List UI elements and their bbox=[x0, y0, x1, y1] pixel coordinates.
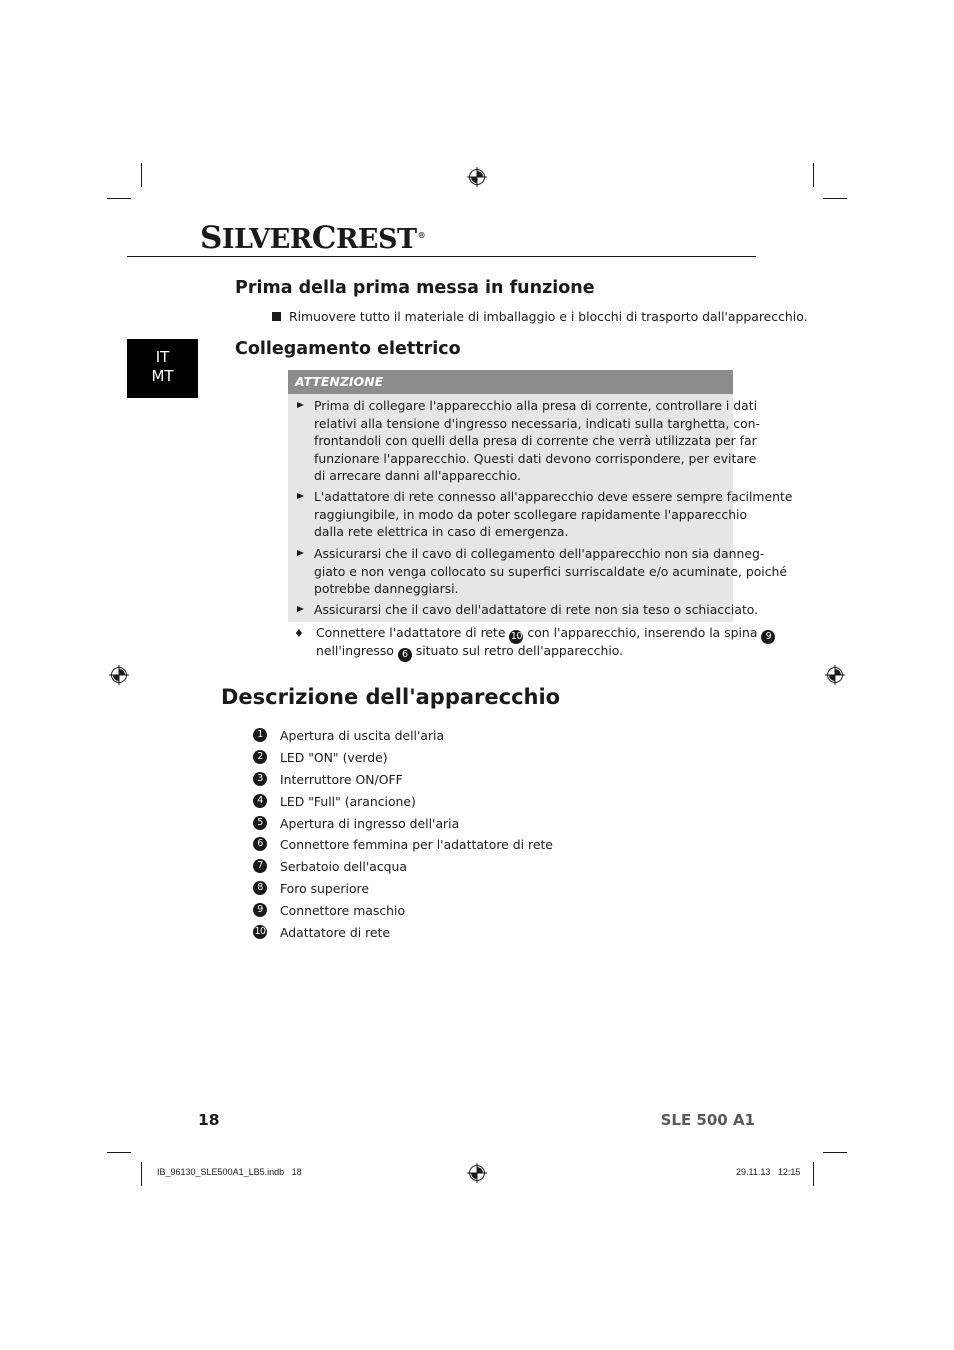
warning-text-line: relativi alla tensione d'ingresso necessaria, indicati sulla targhetta, con- bbox=[314, 415, 761, 431]
part-label: Foro superiore bbox=[280, 881, 369, 896]
warning-text-line: giato e non venga collocato su superfici surriscaldate e/o acuminate, poiché bbox=[314, 563, 788, 579]
part-number-badge: 3 bbox=[253, 772, 267, 786]
section-title-first-use: Prima della prima messa in funzione bbox=[235, 278, 595, 298]
part-label: LED "ON" (verde) bbox=[280, 750, 388, 765]
arrow-bullet-icon bbox=[297, 606, 304, 612]
part-ref-badge: 6 bbox=[398, 648, 412, 662]
model-number: SLE 500 A1 bbox=[660, 1111, 755, 1129]
warning-text-line: raggiungibile, in modo da poter scollegare rapidamente l'apparecchio bbox=[314, 506, 748, 522]
warning-text-line: Assicurarsi che il cavo dell'adattatore di rete non sia teso o schiacciato. bbox=[314, 602, 759, 617]
crop-mark bbox=[141, 163, 142, 187]
part-label: Serbatoio dell'acqua bbox=[280, 859, 407, 874]
part-number-badge: 7 bbox=[253, 859, 267, 873]
part-label: Apertura di uscita dell'aria bbox=[280, 728, 445, 743]
crop-mark bbox=[823, 198, 847, 199]
part-number-badge: 8 bbox=[253, 881, 267, 895]
part-number-badge: 1 bbox=[253, 728, 267, 742]
warning-text-line: frontandoli con quelli della presa di corrente che verrà utilizzata per far bbox=[314, 433, 757, 448]
part-label: Connettore maschio bbox=[280, 903, 406, 918]
registration-mark-icon bbox=[825, 665, 845, 685]
warning-header: ATTENZIONE bbox=[288, 370, 733, 394]
section-title-description: Descrizione dell'apparecchio bbox=[221, 685, 561, 709]
crop-mark bbox=[107, 198, 131, 199]
arrow-bullet-icon bbox=[297, 402, 304, 408]
crop-mark bbox=[107, 1152, 131, 1153]
crop-mark bbox=[823, 1152, 847, 1153]
part-number-badge: 2 bbox=[253, 750, 267, 764]
part-number-badge: 6 bbox=[253, 837, 267, 851]
crop-mark bbox=[813, 1162, 814, 1186]
part-label: Apertura di ingresso dell'aria bbox=[280, 816, 460, 831]
arrow-bullet-icon bbox=[297, 550, 304, 556]
part-ref-badge: 10 bbox=[510, 631, 522, 642]
crop-mark bbox=[813, 163, 814, 187]
part-number-badge: 10 bbox=[254, 926, 266, 937]
warning-text-line: potrebbe danneggiarsi. bbox=[314, 581, 459, 596]
arrow-bullet-icon bbox=[297, 493, 304, 499]
part-label: Connettore femmina per l'adattatore di rete bbox=[280, 837, 553, 852]
warning-text-line: L'adattatore di rete connesso all'apparecchio deve essere sempre facilmente bbox=[314, 489, 793, 504]
first-use-instruction: Rimuovere tutto il materiale di imballaggio e i blocchi di trasporto dall'apparecchio. bbox=[289, 309, 808, 324]
square-bullet-icon bbox=[272, 312, 281, 321]
print-slug-datetime: 29.11.13 12:15 bbox=[736, 1167, 801, 1177]
registration-mark-icon bbox=[467, 1163, 487, 1183]
warning-text-line: dalla rete elettrica in caso di emergenza. bbox=[314, 524, 569, 539]
warning-text-line: funzionare l'apparecchio. Questi dati devono corrispondere, per evitare bbox=[314, 450, 757, 466]
section-title-electrical: Collegamento elettrico bbox=[235, 339, 461, 359]
language-code-it: IT bbox=[155, 348, 170, 366]
part-label: Adattatore di rete bbox=[280, 925, 391, 940]
part-number-badge: 4 bbox=[253, 794, 267, 808]
part-number-badge: 5 bbox=[253, 816, 267, 830]
registration-mark-icon bbox=[109, 665, 129, 685]
registration-mark-icon bbox=[467, 167, 487, 187]
language-code-mt: MT bbox=[151, 366, 174, 385]
crop-mark bbox=[141, 1162, 142, 1186]
brand-logo: SILVERCREST® bbox=[200, 220, 426, 256]
language-tab bbox=[127, 339, 198, 398]
diamond-bullet-icon: ♦ bbox=[294, 627, 304, 640]
warning-text-line: Prima di collegare l'apparecchio alla presa di corrente, controllare i dati bbox=[314, 398, 758, 413]
print-slug-file: IB_96130_SLE500A1_LB5.indb 18 bbox=[157, 1167, 302, 1177]
page-number: 18 bbox=[198, 1111, 220, 1129]
connection-step-line1: Connettere l'adattatore di rete 10 con l'apparecchio, inserendo la spina 9 bbox=[316, 624, 775, 644]
header-rule bbox=[127, 256, 756, 257]
part-label: LED "Full" (arancione) bbox=[280, 794, 416, 809]
part-ref-badge: 9 bbox=[761, 630, 775, 644]
connection-step-line2: nell'ingresso 6 situato sul retro dell'apparecchio. bbox=[316, 643, 624, 660]
warning-text-line: di arrecare danni all'apparecchio. bbox=[314, 468, 521, 483]
part-number-badge: 9 bbox=[253, 903, 267, 917]
warning-text-line: Assicurarsi che il cavo di collegamento dell'apparecchio non sia danneg- bbox=[314, 546, 765, 561]
part-label: Interruttore ON/OFF bbox=[280, 772, 403, 787]
